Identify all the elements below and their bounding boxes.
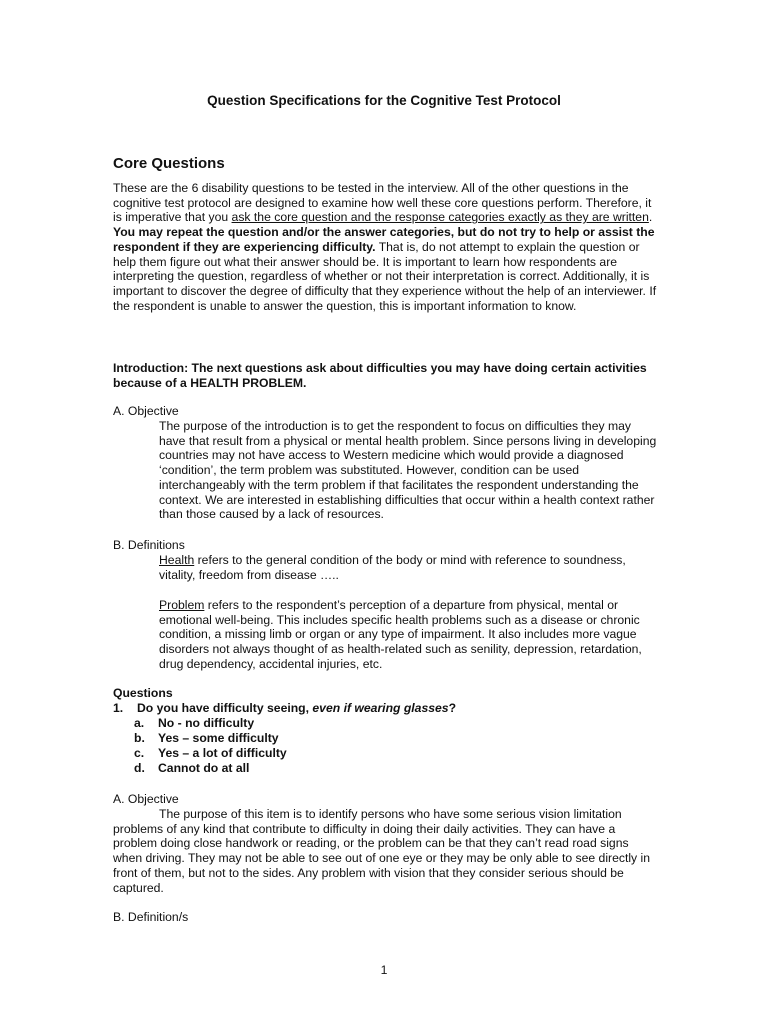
option-letter: d. bbox=[134, 761, 145, 775]
option-text: Yes – a lot of difficulty bbox=[158, 746, 287, 760]
objective-2-rest: problems of any kind that contribute to difficulty in doing their daily activities. They can have a problem doing close handwork or reading, or the problem can be that they can’t read road signs when driving. They may not be able to see out of one eye or they may be only able to see directly in front of them, but not to the sides. Any problem with vision that they consider serious should be captured. bbox=[113, 821, 651, 895]
definition-2-label: B. Definition/s bbox=[113, 910, 189, 924]
option-letter: a. bbox=[134, 716, 145, 730]
section-a-label: A. Objective bbox=[113, 404, 179, 418]
answer-option bbox=[134, 761, 249, 776]
objective-2-text bbox=[113, 807, 658, 895]
question-1-number: 1. bbox=[113, 701, 124, 715]
option-letter: c. bbox=[134, 746, 145, 760]
question-1 bbox=[113, 701, 456, 716]
question-1-italic: even if wearing glasses bbox=[312, 701, 449, 715]
question-1-end: ? bbox=[448, 701, 457, 715]
core-questions-heading: Core Questions bbox=[113, 155, 225, 172]
core-p1-rest: That is, do not attempt to explain the question or help them figure out what their answer should be. It is important to learn how respondents are interpreting the question, regardless of whether or not their interpretation is correct. Additionally, it is important to discover the degree of difficulty that they experience without the help of an interviewer. If the respondent is unable to answer the question, this is important information to know. bbox=[113, 239, 657, 313]
option-text: Cannot do at all bbox=[158, 761, 250, 775]
option-text: Yes – some difficulty bbox=[158, 731, 279, 745]
core-p1-underlined: ask the core question and the response categories exactly as they are written bbox=[231, 210, 649, 225]
objective-2-first-line: The purpose of this item is to identify persons who have some serious vision limitation bbox=[159, 807, 622, 821]
core-p1-text: These are the 6 disability questions to be tested in the interview. All of the other questions in the cognitive test protocol are designed to examine how well these core questions perform. Therefore, it is imperative that you bbox=[113, 181, 652, 225]
health-term: Health bbox=[159, 553, 195, 567]
answer-option bbox=[134, 716, 254, 731]
core-questions-paragraph bbox=[113, 181, 658, 313]
health-definition bbox=[159, 553, 659, 582]
core-p1-bold: You may repeat the question and/or the answer categories, but do not try to help or assist the respondent if they are experiencing difficulty. bbox=[113, 225, 655, 254]
core-p1-dot: . bbox=[648, 210, 653, 225]
objective-2-label: A. Objective bbox=[113, 792, 179, 806]
option-text: No - no difficulty bbox=[158, 716, 255, 730]
problem-term: Problem bbox=[159, 598, 205, 612]
document-title: Question Specifications for the Cognitive Test Protocol bbox=[207, 93, 561, 108]
answer-option bbox=[134, 746, 287, 761]
problem-definition bbox=[159, 598, 659, 672]
problem-def: refers to the respondent’s perception of a departure from physical, mental or emotional well-being. This includes specific health problems such as a disease or chronic condition, a missing limb or organ or any type of impairment. It also includes more vague disorders not always thought of as health-related such as senility, depression, retardation, drug dependency, accidental injuries, etc. bbox=[159, 598, 642, 671]
health-def: refers to the general condition of the body or mind with reference to soundness, vitality, freedom from disease ….. bbox=[159, 553, 626, 582]
page-number: 1 bbox=[380, 963, 388, 977]
section-b-label: B. Definitions bbox=[113, 538, 185, 552]
option-letter: b. bbox=[134, 731, 145, 745]
section-a-text: The purpose of the introduction is to get the respondent to focus on difficulties they may have that result from a physical or mental health problem. Since persons living in developing countries may not have access to Western medicine which would provide a diagnosed ‘condition’, the term problem was substituted. However, condition can be used interchangeably with the term problem if that facilitates the respondent understanding the context. We are interested in establishing difficulties that occur within a health context rather than those caused by a lack of resources. bbox=[159, 419, 657, 522]
question-1-text: Do you have difficulty seeing, bbox=[137, 701, 313, 715]
answer-option bbox=[134, 731, 279, 746]
introduction-text: Introduction: The next questions ask about difficulties you may have doing certain activities because of a HEALTH PROBLEM. bbox=[113, 361, 647, 390]
questions-heading: Questions bbox=[113, 686, 173, 700]
